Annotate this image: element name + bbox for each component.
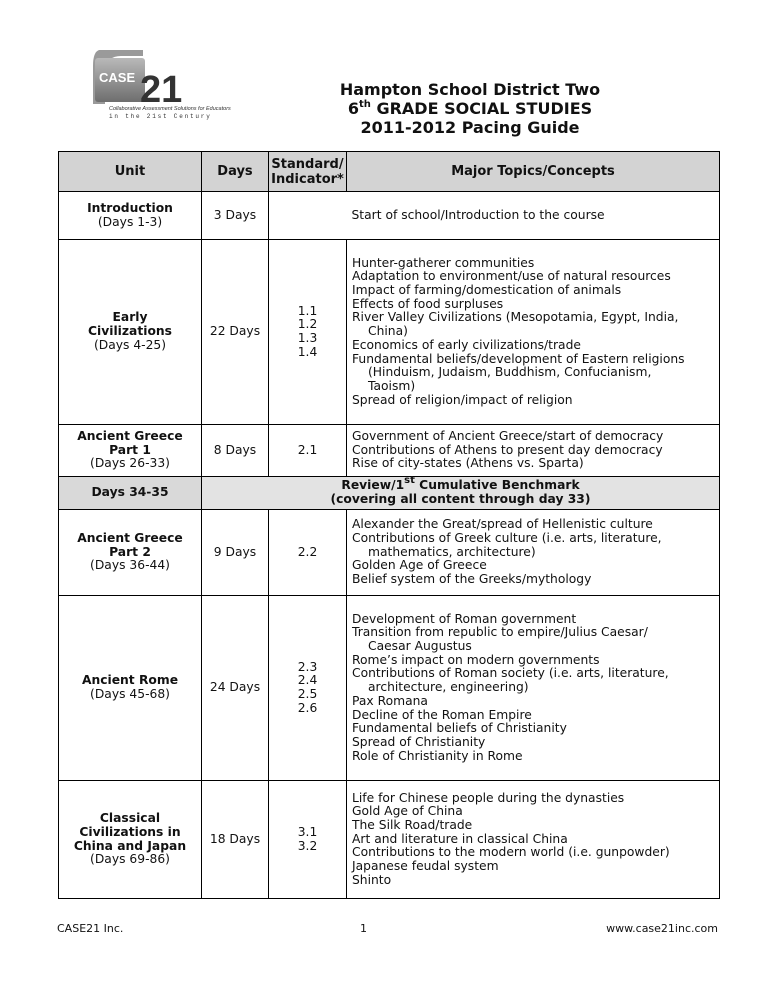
standard-cell: 2.2 [269,510,347,596]
header-topics: Major Topics/Concepts [347,152,720,192]
standard-cell: 2.3 2.4 2.5 2.6 [269,596,347,781]
benchmark-cell [202,477,720,510]
unit-cell: Early Civilizations (Days 4-25) [59,240,202,425]
footer-company: CASE21 Inc. [57,922,124,935]
topics-cell: Life for Chinese people during the dynasties Gold Age of China The Silk Road/trade Art and literature in classical China Contributions to the modern world (i.e. gunpowder) Japanese feudal system Shinto [347,781,720,899]
case21-logo [85,46,235,126]
days-cell: 3 Days [202,192,269,240]
logo-brand: CASE [99,70,136,85]
table-row-early-civilizations [59,240,720,425]
standard-cell: 2.1 [269,425,347,477]
days-cell: 24 Days [202,596,269,781]
topics-cell: Government of Ancient Greece/start of democracy Contributions of Athens to present day democracy Rise of city-states (Athens vs. Sparta) [347,425,720,477]
unit-cell: Ancient Rome (Days 45-68) [59,596,202,781]
standard-cell [269,192,347,240]
topics-cell: Start of school/Introduction to the course [347,192,720,240]
title-year: 2011-2012 Pacing Guide [360,118,580,137]
unit-cell: Ancient Greece Part 1 (Days 26-33) [59,425,202,477]
table-row-ancient-greece-1 [59,425,720,477]
logo-tagline-2: in the 21st Century [109,113,212,120]
pacing-guide-table [58,151,720,899]
document-title [300,80,640,137]
topics-cell: Alexander the Great/spread of Hellenistic culture Contributions of Greek culture (i.e. arts, literature, mathematics, architecture) Golden Age of Greece Belief system of the Greeks/mythology [347,510,720,596]
table-row-ancient-greece-2 [59,510,720,596]
unit-cell: Days 34-35 [59,477,202,510]
logo-tagline-1: Collaborative Assessment Solutions for Educators [109,106,231,112]
days-cell: 8 Days [202,425,269,477]
days-cell: 18 Days [202,781,269,899]
table-row-classical-civilizations [59,781,720,899]
header-days: Days [202,152,269,192]
title-district: Hampton School District Two [339,80,601,99]
logo-number: 21 [140,69,183,111]
title-grade: 6th GRADE SOCIAL STUDIES [347,98,593,118]
standard-cell: 1.1 1.2 1.3 1.4 [269,240,347,425]
benchmark-title: Review/1st Cumulative Benchmark [341,475,580,493]
unit-cell: Ancient Greece Part 2 (Days 36-44) [59,510,202,596]
topics-cell: Hunter-gatherer communities Adaptation to environment/use of natural resources Impact of farming/domestication of animals Effects of food surpluses River Valley Civilizations (Mesopotamia, Egypt, India, China) Economics of early civilizations/trade Fundamental beliefs/development of Eastern religions (Hinduism, Judaism, Buddhism, Confucianism, Taoism) Spread of religion/impact of religion [347,240,720,425]
header-standard: Standard/ Indicator* [269,152,347,192]
table-header-row [59,152,720,192]
topics-cell: Development of Roman government Transition from republic to empire/Julius Caesar/ Caesar Augustus Rome’s impact on modern governments Contributions of Roman society (i.e. arts, literature, architecture, engineering) Pax Romana Decline of the Roman Empire Fundamental beliefs of Christianity Spread of Christianity Role of Christianity in Rome [347,596,720,781]
benchmark-subtitle: (covering all content through day 33) [330,492,591,506]
footer-url: www.case21inc.com [606,922,718,935]
table-row-introduction [59,192,720,240]
days-cell: 9 Days [202,510,269,596]
unit-cell: Introduction (Days 1-3) [59,192,202,240]
footer-page-number: 1 [360,922,367,935]
table-row-ancient-rome [59,596,720,781]
standard-cell: 3.1 3.2 [269,781,347,899]
days-cell: 22 Days [202,240,269,425]
table-row-benchmark [59,477,720,510]
unit-cell: Classical Civilizations in China and Japan (Days 69-86) [59,781,202,899]
header-unit: Unit [59,152,202,192]
